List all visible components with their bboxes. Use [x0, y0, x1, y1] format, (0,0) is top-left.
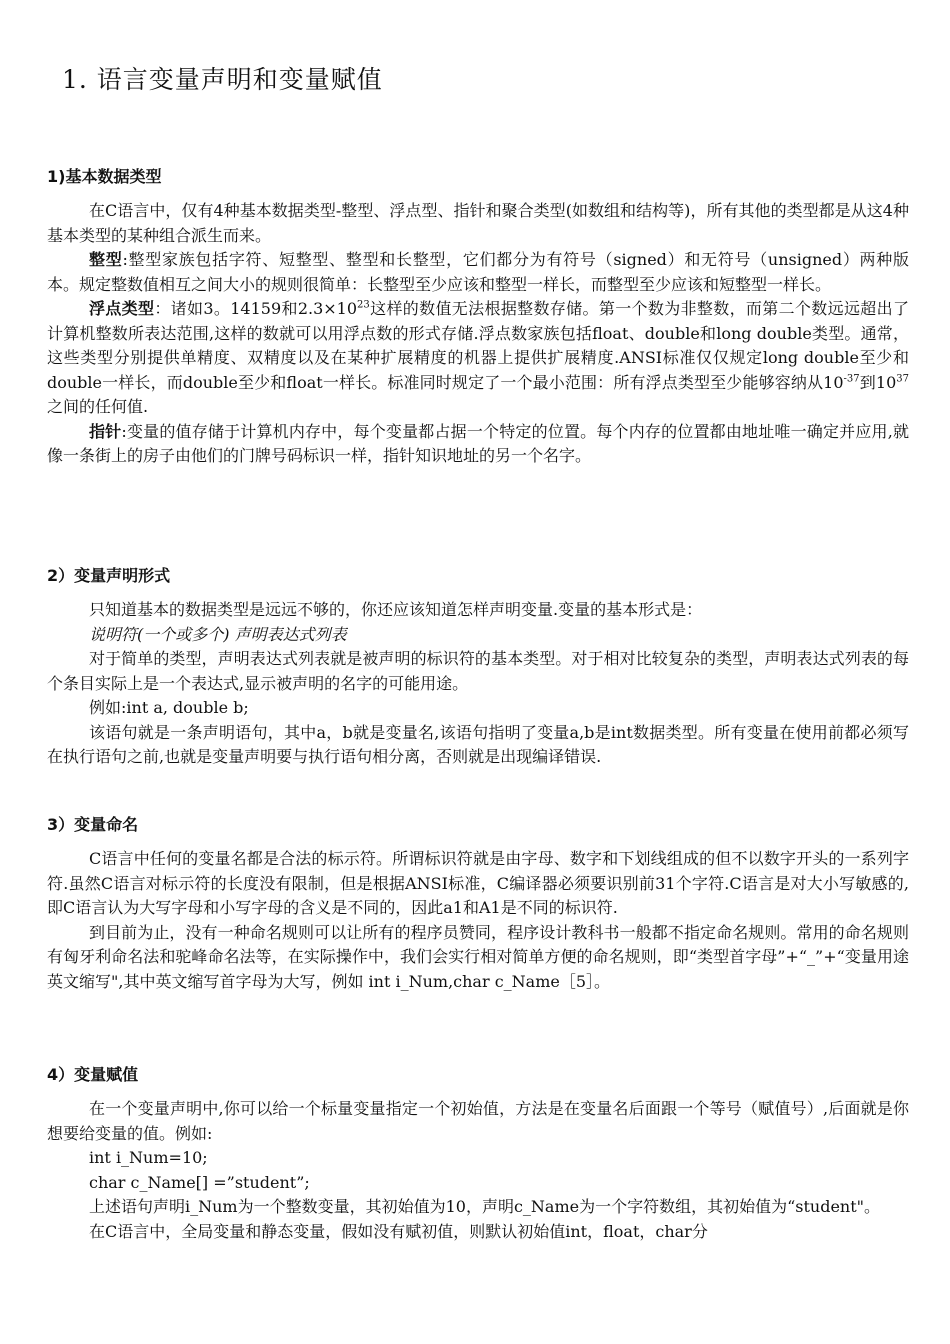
paragraph: 上述语句声明i_Num为一个整数变量，其初始值为10，声明c_Name为一个字符数组，其初始值为“student"。 [89, 1197, 881, 1216]
section-heading-declaration: 2）变量声明形式 [47, 566, 171, 585]
superscript: -37 [843, 373, 860, 385]
term-label: 浮点类型 [89, 299, 155, 318]
section-body-naming [47, 847, 909, 994]
paragraph: 在一个变量声明中,你可以给一个标量变量指定一个初始值，方法是在变量名后面跟一个等号（赋值号）,后面就是你想要给变量的值。例如: [47, 1099, 909, 1143]
paragraph: 该语句就是一条声明语句，其中a，b就是变量名,该语句指明了变量a,b是int数据类型。所有变量在使用前都必须写在执行语句之前,也就是变量声明要与执行语句相分离，否则就是出现编译错误. [47, 722, 909, 766]
code-example: char c_Name[] =”student”; [89, 1172, 310, 1192]
paragraph: 在C语言中，全局变量和静态变量，假如没有赋初值，则默认初始值int，float，char分 [89, 1221, 708, 1241]
page-title: 1. 语言变量声明和变量赋值 [62, 65, 383, 94]
section-heading-naming: 3）变量命名 [47, 815, 139, 834]
paragraph: 到目前为止，没有一种命名规则可以让所有的程序员赞同，程序设计教科书一般都不指定命名规则。常用的命名规则有匈牙利命名法和驼峰命名法等，在实际操作中，我们会实行相对简单方便的命名规则，即“类型首字母”+“_”+“变量用途英文缩写",其中英文缩写首字母为大写，例如 int i_Num,char c_Name［5］。 [47, 922, 909, 991]
paragraph-text: ：诸如3。14159和2.3×10 [154, 299, 358, 318]
section-body-declaration [47, 598, 909, 770]
paragraph-text: :变量的值存储于计算机内存中，每个变量都占据一个特定的位置。每个内存的位置都由地址唯一确定并应用,就像一条街上的房子由他们的门牌号码标识一样，指针知识地址的另一个名字。 [47, 421, 909, 465]
code-example: 例如:int a, double b; [89, 698, 249, 717]
superscript: 37 [896, 373, 909, 385]
paragraph [47, 248, 909, 297]
paragraph-text: 之间的任何值. [47, 397, 149, 416]
paragraph [47, 297, 909, 420]
term-label: 指针 [89, 421, 122, 441]
section-body-basic-types [47, 199, 909, 469]
paragraph-text: :整型家族包括字符、短整型、整型和长整型，它们都分为有符号（signed）和无符号（unsigned）两种版本。规定整数值相互之间大小的规则很简单：长整型至少应该和整型一样长，而整型至少应该和短整型一样长。 [47, 250, 909, 294]
paragraph: 只知道基本的数据类型是远远不够的，你还应该知道怎样声明变量.变量的基本形式是： [89, 600, 703, 619]
paragraph: 对于简单的类型，声明表达式列表就是被声明的标识符的基本类型。对于相对比较复杂的类型，声明表达式列表的每个条目实际上是一个表达式,显示被声明的名字的可能用途。 [47, 649, 909, 693]
syntax-form: 说明符(一个或多个) 声明表达式列表 [89, 624, 347, 644]
section-heading-basic-types: 1)基本数据类型 [47, 167, 162, 186]
term-label: 整型 [89, 250, 123, 269]
paragraph [47, 420, 909, 469]
superscript: 23 [357, 299, 370, 311]
paragraph: 在C语言中，仅有4种基本数据类型-整型、浮点型、指针和聚合类型(如数组和结构等)，所有其他的类型都是从这4种基本类型的某种组合派生而来。 [47, 201, 909, 245]
section-body-assignment [47, 1097, 909, 1244]
code-example: int i_Num=10; [89, 1148, 208, 1167]
section-heading-assignment: 4）变量赋值 [47, 1065, 139, 1084]
paragraph-text: 这样的数值无法根据整数存储。第一个数为非整数，而第二个数远远超出了计算机整数所表达范围,这样的数就可以用浮点数的形式存储.浮点数家族包括float、double和long double类型。通常，这些类型分别提供单精度、双精度以及在某种扩展精度的机器上提供扩展精度.ANSI标准仅仅规定long double至少和double一样长，而double至少和float一样长。标准同时规定了一个最小范围：所有浮点类型至少能够容纳从10 [47, 299, 909, 392]
paragraph: C语言中任何的变量名都是合法的标示符。所谓标识符就是由字母、数字和下划线组成的但不以数字开头的一系列字符.虽然C语言对标示符的长度没有限制，但是根据ANSI标准，C编译器必须要识别前31个字符.C语言是对大小写敏感的,即C语言认为大写字母和小写字母的含义是不同的，因此a1和A1是不同的标识符. [47, 849, 909, 917]
paragraph-text: 到10 [859, 372, 897, 392]
